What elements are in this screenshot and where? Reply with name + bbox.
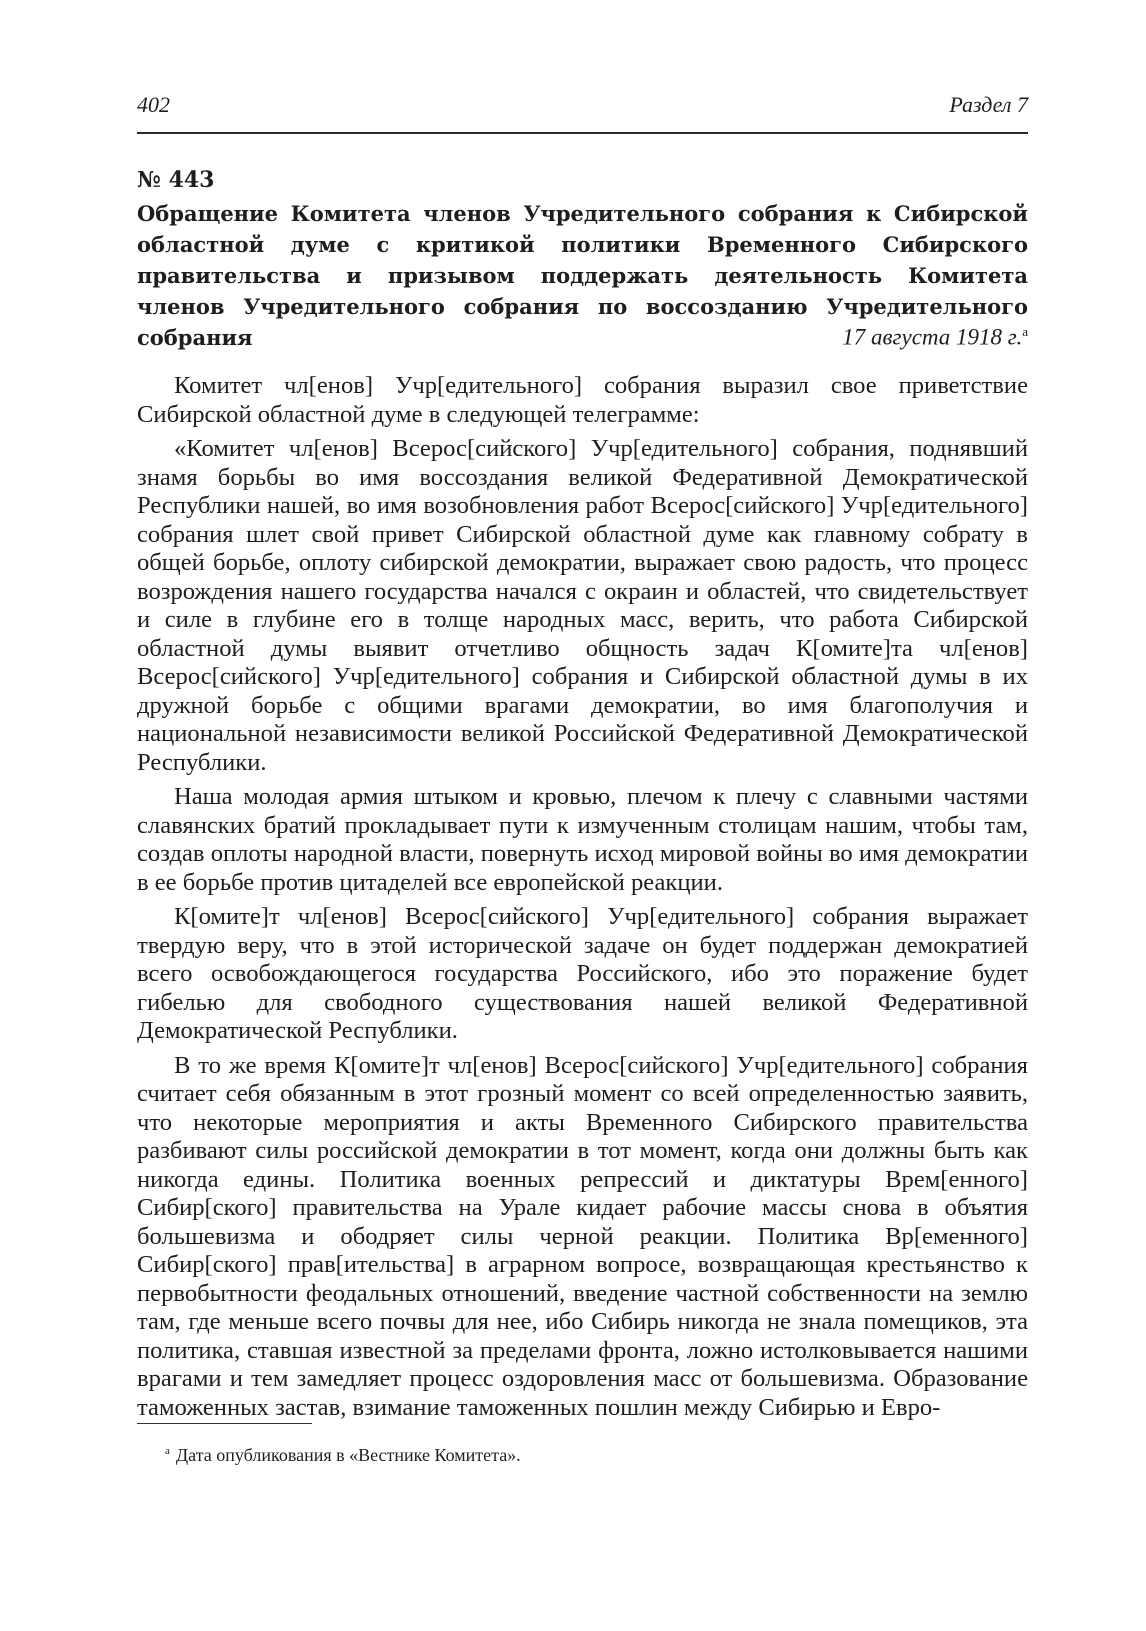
paragraph: «Комитет чл[енов] Всерос[сийского] Учр[едительного] собрания, поднявший знамя борьбы во имя воссоздания великой Федеративной Демократической Республики нашей, во имя возобновления работ Всерос[сийского] Учр[едительного] собрания шлет свой привет Сибирской областной думе как главному собрату в общей борьбе, оплоту сибирской демократии, выражает свою радость, что процесс возрождения нашего государства начался с окраин и областей, что свидетельствует и силе в глубине его в толще народных масс, верить, что работа Сибирской областной думы выявит отчетливо общность задач К[омите]та чл[енов] Всерос[сийского] Учр[едительного] собрания и Сибирской областной думы в их дружной борьбе с общими врагами демократии, во имя благополучия и национальной независимости великой Российской Федеративной Демократической Республики. [137,435,1028,776]
paragraph: К[омите]т чл[енов] Всерос[сийского] Учр[едительного] собрания выражает твердую веру, что в этой исторической задаче он будет поддержан демократией всего освобождающегося государства Российского, ибо это поражение будет гибелью для свободного существования нашей великой Федеративной Демократической Республики. [137,903,1028,1044]
date-text: 17 августа 1918 г. [842,324,1023,350]
paragraph: Наша молодая армия штыком и кровью, плечом к плечу с славными частями славянских братий прокладывает пути к измученным столицам нашим, чтобы там, создав оплоты народной власти, повернуть исход мировой войны во имя демократии в ее борьбе против цитаделей все европейской реакции. [137,783,1028,896]
footnote-text: Дата опубликования в «Вестнике Комитета». [175,1445,521,1465]
running-header [137,92,1028,134]
body-text [137,372,1028,1428]
footnote-divider [137,1423,312,1424]
document-number: № 443 [137,167,215,193]
page-number: 402 [137,92,170,117]
paragraph: Комитет чл[енов] Учр[едительного] собрания выразил свое приветствие Сибирской областной думе в следующей телеграмме: [137,372,1028,428]
date-footnote-mark: а [1022,324,1028,339]
footnote [165,1440,521,1466]
document-date [842,324,1028,351]
document-title: Обращение Комитета членов Учредительного собрания к Сибирской областной думе с критикой политики Временного Сибирского правительства и призывом поддержать деятельность Комитета членов Учредительного собрания по воссозданию Учредительного собрания [137,201,1028,350]
section-title: Раздел 7 [949,92,1028,117]
paragraph: В то же время К[омите]т чл[енов] Всерос[сийского] Учр[едительного] собрания считает себя обязанным в этот грозный момент со всей определенностью заявить, что некоторые мероприятия и акты Временного Сибирского правительства разбивают силы российской демократии в тот момент, когда они должны быть как никогда едины. Политика военных репрессий и диктатуры Врем[енного] Сибир[ского] правительства на Урале кидает рабочие массы снова в объятия большевизма и ободряет силы черной реакции. Политика Вр[еменного] Сибир[ского] прав[ительства] в аграрном вопросе, возвращающая крестьянство к первобытности феодальных отношений, введение частной собственности на землю там, где меньше всего почвы для нее, ибо Сибирь никогда не знала помещиков, эта политика, ставшая известной за пределами фронта, ложно истолковывается нашими врагами и тем замедляет процесс оздоровления масс от большевизма. Образование таможенных застав, взимание таможенных пошлин между Сибирью и Евро- [137,1051,1028,1421]
footnote-mark: а [165,1445,170,1457]
